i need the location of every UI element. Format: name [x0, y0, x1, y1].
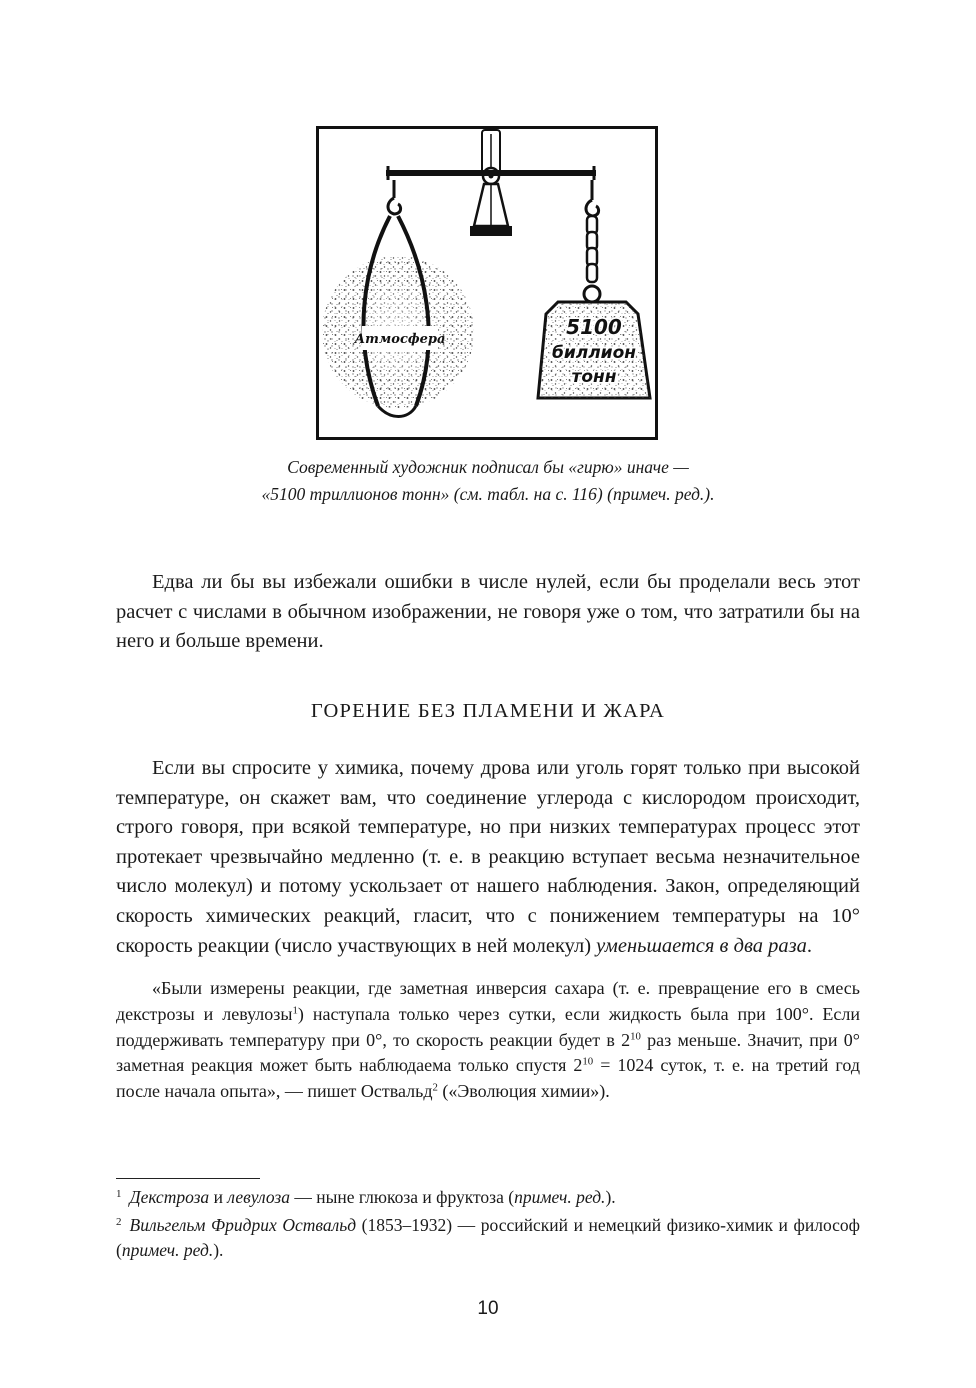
footnote-2-name: Вильгельм Фридрих Оствальд [129, 1215, 357, 1235]
paragraph-2 [116, 754, 860, 961]
paragraph-combustion [116, 754, 860, 961]
footnote-2-note: примеч. ред. [121, 1240, 214, 1260]
footnote-divider [116, 1178, 260, 1179]
exponent-1: 10 [630, 1030, 641, 1043]
paragraph-1-text: Едва ли бы вы избежали ошибки в числе нулей, если бы проделали весь этот расчет с числами в обычном изображении, не говоря уже о том, что затратили бы на него и больше времени. [116, 571, 860, 653]
paragraph-2-end: . [806, 934, 812, 957]
weight-block [538, 302, 650, 398]
footnote-1-text-2: — ныне глюкоза и фруктоза ( [289, 1187, 515, 1207]
footnote-1-term-2: левулоза [227, 1187, 290, 1207]
figure-caption [120, 454, 856, 508]
footnote-ref-2: 2 [432, 1081, 438, 1094]
quote-part-2: ) наступала только через сутки, если жидкость была при 100°. Если поддерживать температуру при 0°, то скорость реакции будет в 2 [116, 1003, 860, 1050]
atmosphere-label: Атмосфера [354, 332, 446, 347]
footnote-2-text-2: ). [213, 1240, 224, 1260]
weight-label-tons: тонн [571, 367, 617, 387]
footnote-1-number: 1 [116, 1188, 122, 1200]
weight-label-unit: биллион [551, 343, 637, 363]
footnote-1-term-1: Декстроза [129, 1187, 210, 1207]
page-number: 10 [477, 1298, 499, 1319]
footnotes [116, 1182, 860, 1263]
footnote-2-text-1: (1853–1932) — российский и немецкий физико-химик и философ ( [116, 1215, 860, 1260]
footnote-2 [116, 1210, 860, 1263]
footnote-1-note: примеч. ред. [514, 1187, 606, 1207]
ostwald-quote [116, 976, 860, 1105]
footnote-1 [116, 1182, 860, 1210]
paragraph-zeros [116, 568, 860, 657]
quote-paragraph [116, 976, 860, 1105]
balance-scale-illustration [316, 126, 658, 440]
quote-part-5: («Эволюция химии»). [437, 1081, 610, 1102]
quote-part-1: «Были измерены реакции, где заметная инверсия сахара (т. е. превращение его в смесь декстрозы и левулозы [116, 978, 860, 1024]
footnote-1-text-3: ). [605, 1187, 616, 1207]
footnote-2-number: 2 [116, 1216, 122, 1228]
caption-line-1: Современный художник подписал бы «гирю» иначе — [287, 457, 689, 477]
footnote-ref-1: 1 [292, 1004, 298, 1017]
footnote-1-text-1: и [209, 1187, 228, 1207]
caption-line-2: «5100 триллионов тонн» (см. табл. на с. 116) (примеч. ред.). [261, 484, 715, 504]
paragraph-2-emphasis: уменьшается в два раза [596, 934, 807, 957]
weight-label-number: 5100 [566, 315, 622, 339]
paragraph-2-text: Если вы спросите у химика, почему дрова или уголь горят только при высокой температуре, он скажет вам, что соединение углерода с кислородом происходит, строго говоря, при всякой температуре, но при низких температурах процесс этот протекает чрезвычайно медленно (т. е. в реакцию вступает весьма незначительное число молекул) и потому ускользает от нашего наблюдения. Закон, определяющий скорость химических реакций, гласит, что с понижением температуры на 10° скорость реакции (число участвующих в ней молекул) [116, 757, 860, 957]
section-heading: ГОРЕНИЕ БЕЗ ПЛАМЕНИ И ЖАРА [310, 700, 666, 722]
exponent-2: 10 [582, 1055, 594, 1068]
quote-part-3: раз меньше. Значит, при 0° заметная реакция может быть наблюдаема только спустя 2 [116, 1029, 860, 1076]
quote-part-4: = 1024 суток, т. е. на третий год после начала опыта», — пишет Оствальд [116, 1055, 861, 1102]
